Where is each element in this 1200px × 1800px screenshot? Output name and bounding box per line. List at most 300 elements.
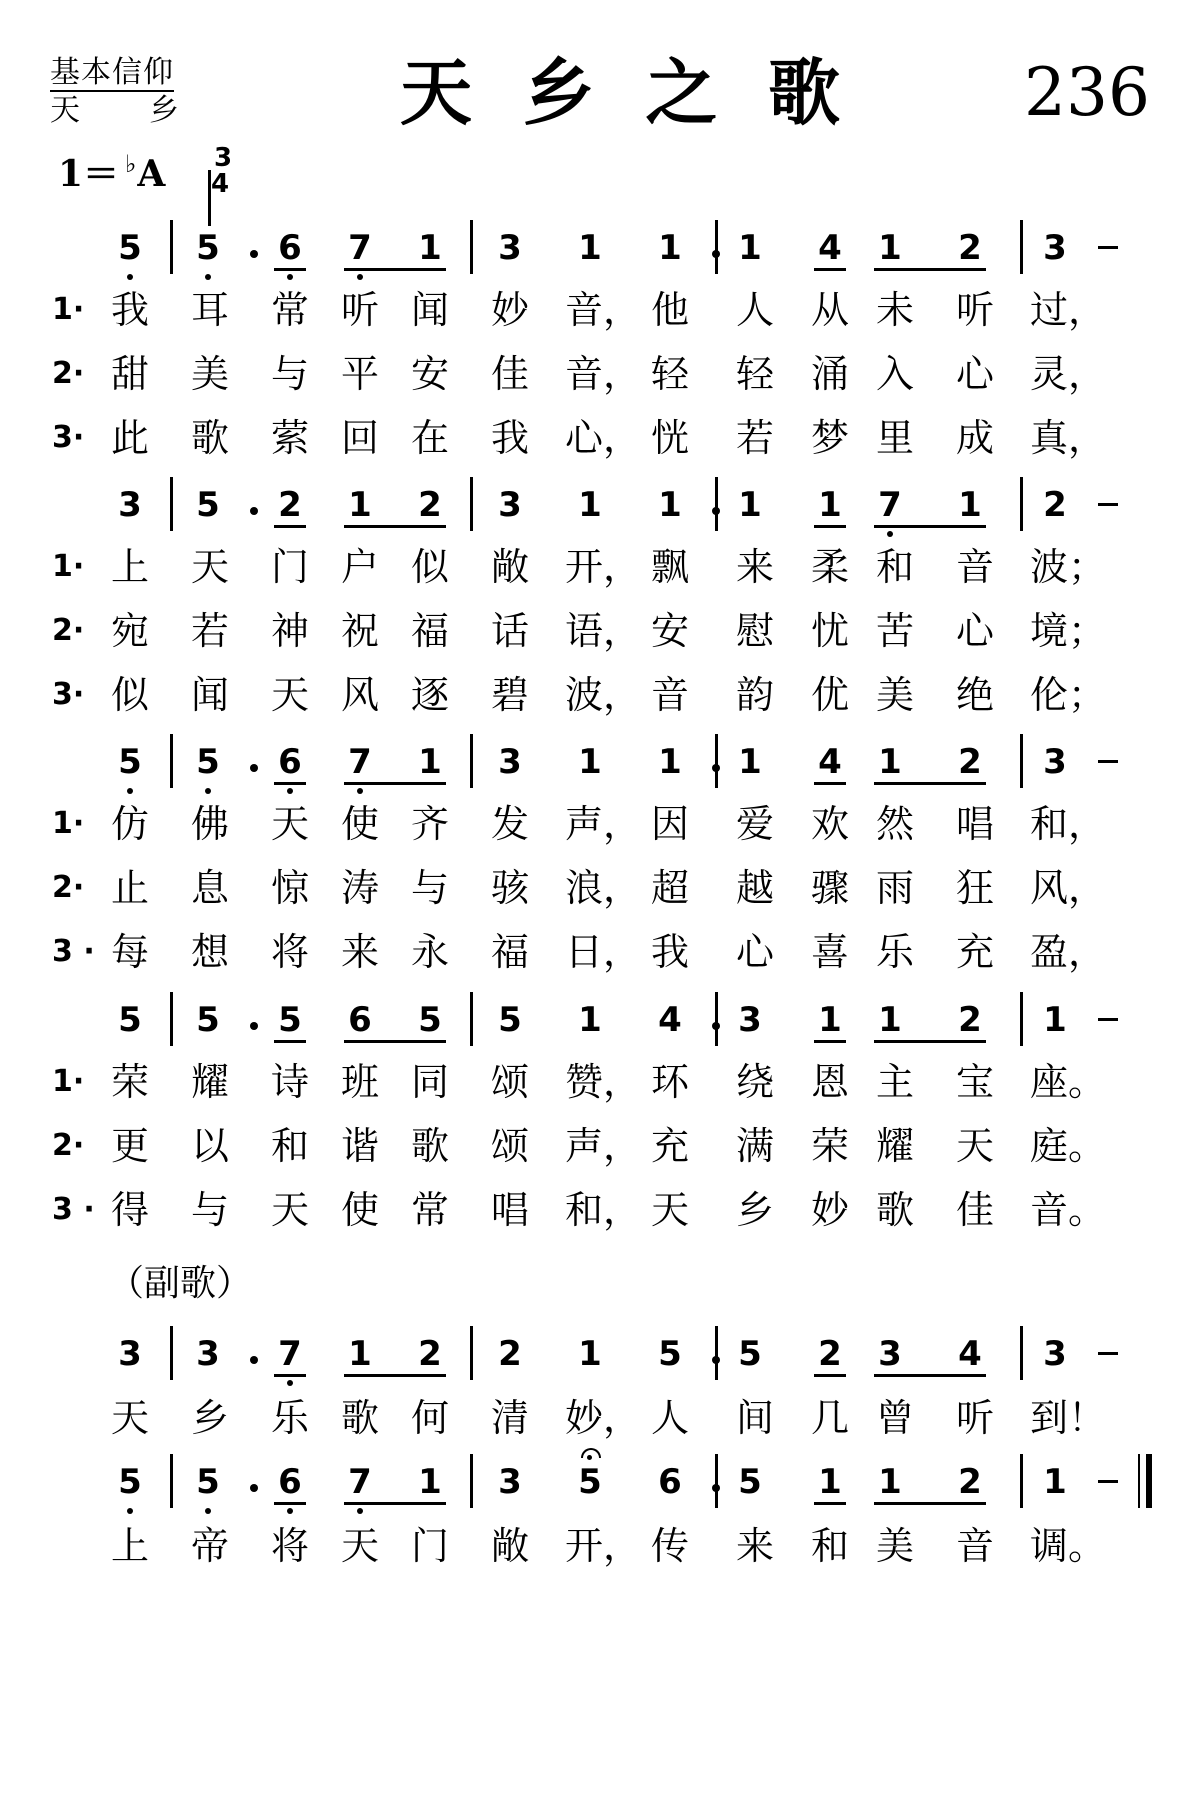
note-6: 3 (498, 228, 522, 268)
note-12: 1 (958, 485, 982, 525)
chorus-label: （副歌） (108, 1263, 253, 1304)
duration-underline (274, 1374, 306, 1377)
lyric-char: 慰 (735, 609, 774, 653)
lyric-char: 上 (110, 1524, 149, 1568)
lyric-char: 传 (650, 1524, 689, 1568)
subcategory-char-2: 乡 (149, 93, 180, 128)
lyric-char: 满 (735, 1124, 774, 1168)
lyric-char: 止 (110, 866, 149, 910)
lyric-char: 欢 (810, 802, 849, 846)
augmentation-dot (250, 250, 258, 258)
time-signature-top: 3 (213, 143, 233, 173)
lyric-char: 与 (190, 1188, 229, 1232)
verse-number: 2· (52, 356, 85, 391)
note-5: 2 (418, 1334, 442, 1374)
note-12: 4 (958, 1334, 982, 1374)
lyric-char: 听 (955, 1396, 994, 1440)
lyric-char: 佳 (490, 352, 529, 396)
lyric-char: 来 (735, 545, 774, 589)
lyric-char: 乡 (735, 1188, 774, 1232)
bar-line (715, 477, 718, 531)
lyric-char: 心 (735, 930, 774, 974)
note-4: 7 (340, 228, 380, 268)
lyric-char: 音 (955, 545, 994, 589)
note-12: 2 (958, 1462, 982, 1502)
beam-underline (344, 1502, 446, 1505)
bar-line (1020, 220, 1023, 274)
duration-underline (274, 782, 306, 785)
note-3: 6 (270, 228, 310, 268)
note-4: 7 (340, 742, 380, 782)
bar-line (715, 992, 718, 1046)
augmentation-dot (250, 507, 258, 515)
note-2: 3 (196, 1334, 220, 1374)
lyric-char: 与 (270, 352, 309, 396)
lyric-char: 轻 (650, 352, 689, 396)
lyric-char: 歌 (410, 1124, 449, 1168)
lyric-char: 曾 (875, 1396, 914, 1440)
lyric-char: 何 (410, 1396, 449, 1440)
note-8: 5 (658, 1334, 682, 1374)
lyric-char: 将 (270, 930, 309, 974)
bar-line (470, 220, 473, 274)
lyric-char: 成 (955, 416, 994, 460)
note-1: 5 (110, 1462, 150, 1502)
lyric-char: 耳 (190, 288, 229, 332)
lyric-char: 天 (270, 673, 309, 717)
note-3: 6 (270, 742, 310, 782)
beam-underline (344, 525, 446, 528)
sustain-dash (1098, 246, 1118, 249)
lyric-char: 美 (190, 352, 229, 396)
note-8: 6 (658, 1462, 682, 1502)
lyric-char: 安 (410, 352, 449, 396)
note-13: 2 (1043, 485, 1067, 525)
lyric-char: 甜 (110, 352, 149, 396)
lyric-char: 境； (1030, 609, 1107, 653)
lyric-char: 户 (340, 545, 379, 589)
note-5: 1 (418, 742, 442, 782)
note-11: 7 (870, 485, 910, 525)
note-8: 1 (658, 742, 682, 782)
lyric-char: 安 (650, 609, 689, 653)
lyric-char: 到！ (1030, 1396, 1107, 1440)
note-7: 1 (578, 1000, 602, 1040)
note-7: 1 (578, 742, 602, 782)
lyric-char: 和， (565, 1188, 642, 1232)
lyric-char: 诗 (270, 1060, 309, 1104)
note-8: 4 (658, 1000, 682, 1040)
lyric-char: 未 (875, 288, 914, 332)
note-4: 1 (348, 485, 372, 525)
lyric-char: 里 (875, 416, 914, 460)
lyric-char: 骤 (810, 866, 849, 910)
lyric-char: 敞 (490, 545, 529, 589)
duration-underline (274, 1040, 306, 1043)
lyric-char: 狂 (955, 866, 994, 910)
lyric-char: 然 (875, 802, 914, 846)
lyric-char: 他 (650, 288, 689, 332)
lyric-char: 调。 (1030, 1524, 1107, 1568)
verse-number: 3 · (52, 1192, 95, 1227)
lyric-char: 荣 (110, 1060, 149, 1104)
note-10: 4 (818, 228, 842, 268)
note-4: 6 (348, 1000, 372, 1040)
note-5: 1 (418, 228, 442, 268)
lyric-char: 优 (810, 673, 849, 717)
lyric-char: 心 (955, 352, 994, 396)
note-9: 5 (738, 1462, 762, 1502)
lyric-char: 座。 (1030, 1060, 1107, 1104)
bar-line (715, 1326, 718, 1380)
beam-underline (874, 1374, 986, 1377)
lyric-char: 绕 (735, 1060, 774, 1104)
lyric-char: 门 (270, 545, 309, 589)
lyric-char: 常 (410, 1188, 449, 1232)
lyric-char: 飘 (650, 545, 689, 589)
lyric-char: 唱 (955, 802, 994, 846)
title-char: 天 (400, 50, 473, 135)
lyric-char: 宝 (955, 1060, 994, 1104)
beam-underline (874, 268, 986, 271)
duration-underline (274, 268, 306, 271)
duration-underline (814, 268, 846, 271)
lyric-char: 声， (565, 802, 642, 846)
note-3: 6 (270, 1462, 310, 1502)
lyric-char: 柔 (810, 545, 849, 589)
lyric-char: 闻 (190, 673, 229, 717)
augmentation-dot (250, 1356, 258, 1364)
lyric-char: 妙 (490, 288, 529, 332)
lyric-char: 以 (190, 1124, 229, 1168)
lyric-char: 与 (410, 866, 449, 910)
note-13: 3 (1043, 742, 1067, 782)
lyric-char: 我 (490, 416, 529, 460)
note-10: 2 (818, 1334, 842, 1374)
lyric-char: 歌 (190, 416, 229, 460)
duration-underline (814, 1502, 846, 1505)
duration-underline (274, 1502, 306, 1505)
note-9: 1 (738, 742, 762, 782)
verse-number: 3 · (52, 934, 95, 969)
lyric-char: 爱 (735, 802, 774, 846)
bar-line (715, 1454, 718, 1508)
lyric-char: 耀 (190, 1060, 229, 1104)
note-7: 1 (578, 485, 602, 525)
lyric-char: 天 (340, 1524, 379, 1568)
sustain-dash (1098, 1352, 1118, 1355)
lyric-char: 从 (810, 288, 849, 332)
lyric-char: 开， (565, 1524, 642, 1568)
lyric-char: 颂 (490, 1124, 529, 1168)
augmentation-dot (250, 764, 258, 772)
lyric-char: 风， (1030, 866, 1107, 910)
lyric-char: 乐 (875, 930, 914, 974)
note-1: 5 (118, 1000, 142, 1040)
lyric-char: 梦 (810, 416, 849, 460)
lyric-char: 每 (110, 930, 149, 974)
note-10: 1 (818, 485, 842, 525)
lyric-char: 美 (875, 1524, 914, 1568)
note-13: 3 (1043, 1334, 1067, 1374)
verse-number: 1· (52, 549, 85, 584)
lyric-char: 福 (490, 930, 529, 974)
note-12: 2 (958, 742, 982, 782)
note-12: 2 (958, 1000, 982, 1040)
duration-underline (274, 525, 306, 528)
beam-underline (344, 268, 446, 271)
duration-underline (814, 1040, 846, 1043)
lyric-char: 我 (650, 930, 689, 974)
lyric-char: 音 (650, 673, 689, 717)
bar-line (715, 220, 718, 274)
augmentation-dot (250, 1484, 258, 1492)
bar-line (170, 992, 173, 1046)
lyric-char: 天 (110, 1396, 149, 1440)
duration-underline (814, 782, 846, 785)
lyric-char: 得 (110, 1188, 149, 1232)
lyric-char: 神 (270, 609, 309, 653)
lyric-char: 苦 (875, 609, 914, 653)
note-13: 3 (1043, 228, 1067, 268)
bar-line (1020, 734, 1023, 788)
note-11: 1 (878, 742, 902, 782)
lyric-char: 耀 (875, 1124, 914, 1168)
lyric-char: 清 (490, 1396, 529, 1440)
note-1: 3 (118, 485, 142, 525)
lyric-char: 班 (340, 1060, 379, 1104)
note-10: 1 (818, 1000, 842, 1040)
lyric-char: 仿 (110, 802, 149, 846)
lyric-char: 浪， (565, 866, 642, 910)
note-9: 1 (738, 228, 762, 268)
lyric-char: 使 (340, 802, 379, 846)
lyric-char: 绝 (955, 673, 994, 717)
lyric-char: 齐 (410, 802, 449, 846)
lyric-char: 真， (1030, 416, 1107, 460)
lyric-char: 回 (340, 416, 379, 460)
sustain-dash (1098, 760, 1118, 763)
note-6: 3 (498, 485, 522, 525)
flat-symbol: ♭ (125, 149, 137, 178)
lyric-char: 因 (650, 802, 689, 846)
lyric-char: 更 (110, 1124, 149, 1168)
lyric-char: 发 (490, 802, 529, 846)
title-char: 乡 (522, 50, 595, 135)
lyric-char: 日， (565, 930, 642, 974)
lyric-char: 天 (270, 802, 309, 846)
lyric-char: 话 (490, 609, 529, 653)
note-13: 1 (1043, 1000, 1067, 1040)
bar-line (170, 1454, 173, 1508)
lyric-char: 几 (810, 1396, 849, 1440)
lyric-char: 永 (410, 930, 449, 974)
note-13: 1 (1043, 1462, 1067, 1502)
hymn-title (400, 48, 840, 138)
sustain-dash (1098, 1480, 1118, 1483)
lyric-char: 乡 (190, 1396, 229, 1440)
lyric-char: 敞 (490, 1524, 529, 1568)
note-5: 1 (418, 1462, 442, 1502)
lyric-char: 音。 (1030, 1188, 1107, 1232)
note-9: 1 (738, 485, 762, 525)
lyric-char: 风 (340, 673, 379, 717)
bar-line (470, 477, 473, 531)
lyric-char: 福 (410, 609, 449, 653)
lyric-char: 人 (735, 288, 774, 332)
note-10: 1 (818, 1462, 842, 1502)
lyric-char: 和 (270, 1124, 309, 1168)
note-3: 2 (278, 485, 302, 525)
bar-line (1020, 477, 1023, 531)
lyric-char: 将 (270, 1524, 309, 1568)
verse-number: 1· (52, 1064, 85, 1099)
lyric-char: 似 (110, 673, 149, 717)
lyric-char: 越 (735, 866, 774, 910)
verse-number: 2· (52, 870, 85, 905)
lyric-char: 若 (735, 416, 774, 460)
lyric-char: 闻 (410, 288, 449, 332)
lyric-char: 萦 (270, 416, 309, 460)
lyric-char: 颂 (490, 1060, 529, 1104)
lyric-char: 和 (810, 1524, 849, 1568)
lyric-char: 平 (340, 352, 379, 396)
note-10: 4 (818, 742, 842, 782)
title-char: 之 (645, 50, 718, 135)
note-2: 5 (196, 485, 220, 525)
lyric-char: 听 (340, 288, 379, 332)
lyric-char: 波， (565, 673, 642, 717)
note-3: 7 (270, 1334, 310, 1374)
time-signature-bottom: 4 (208, 170, 211, 226)
note-6: 3 (498, 1462, 522, 1502)
note-6: 5 (498, 1000, 522, 1040)
note-8: 1 (658, 485, 682, 525)
note-11: 3 (878, 1334, 902, 1374)
note-8: 1 (658, 228, 682, 268)
lyric-char: 声， (565, 1124, 642, 1168)
note-4: 7 (340, 1462, 380, 1502)
lyric-char: 来 (340, 930, 379, 974)
category-label: 基本信仰 (50, 55, 174, 90)
beam-underline (344, 1374, 446, 1377)
lyric-char: 充 (955, 930, 994, 974)
lyric-char: 听 (955, 288, 994, 332)
lyric-char: 入 (875, 352, 914, 396)
lyric-char: 美 (875, 673, 914, 717)
beam-underline (874, 782, 986, 785)
bar-line (470, 1454, 473, 1508)
note-1: 3 (118, 1334, 142, 1374)
lyric-char: 宛 (110, 609, 149, 653)
lyric-char: 语， (565, 609, 642, 653)
note-11: 1 (878, 1462, 902, 1502)
note-7: 1 (578, 1334, 602, 1374)
note-7: 5 (570, 1462, 610, 1502)
lyric-char: 使 (340, 1188, 379, 1232)
beam-underline (874, 525, 986, 528)
lyric-char: 来 (735, 1524, 774, 1568)
lyric-char: 歌 (340, 1396, 379, 1440)
note-9: 5 (738, 1334, 762, 1374)
bar-line (1020, 1454, 1023, 1508)
lyric-char: 涌 (810, 352, 849, 396)
lyric-char: 佛 (190, 802, 229, 846)
key-signature (58, 149, 166, 200)
note-3: 5 (278, 1000, 302, 1040)
lyric-char: 波； (1030, 545, 1107, 589)
bar-line (1020, 992, 1023, 1046)
verse-number: 1· (52, 806, 85, 841)
lyric-char: 间 (735, 1396, 774, 1440)
note-5: 2 (418, 485, 442, 525)
lyric-char: 涛 (340, 866, 379, 910)
lyric-char: 雨 (875, 866, 914, 910)
lyric-char: 同 (410, 1060, 449, 1104)
lyric-char: 赞， (565, 1060, 642, 1104)
verse-number: 2· (52, 1128, 85, 1163)
lyric-char: 唱 (490, 1188, 529, 1232)
verse-number: 1· (52, 292, 85, 327)
lyric-char: 音， (565, 288, 642, 332)
key-letter: A (137, 153, 166, 195)
lyric-char: 惊 (270, 866, 309, 910)
lyric-char: 超 (650, 866, 689, 910)
lyric-char: 逐 (410, 673, 449, 717)
lyric-char: 轻 (735, 352, 774, 396)
lyric-char: 荣 (810, 1124, 849, 1168)
duration-underline (814, 525, 846, 528)
duration-underline (814, 1374, 846, 1377)
note-5: 5 (418, 1000, 442, 1040)
bar-line (1020, 1326, 1023, 1380)
lyric-char: 上 (110, 545, 149, 589)
bar-line (470, 1326, 473, 1380)
beam-underline (344, 1040, 446, 1043)
verse-number: 3· (52, 420, 85, 455)
lyric-char: 喜 (810, 930, 849, 974)
final-bar-thick (1146, 1454, 1152, 1508)
lyric-char: 和 (875, 545, 914, 589)
lyric-char: 庭。 (1030, 1124, 1107, 1168)
lyric-char: 恩 (810, 1060, 849, 1104)
beam-underline (874, 1502, 986, 1505)
time-signature (208, 143, 238, 199)
lyric-char: 开， (565, 545, 642, 589)
note-2: 5 (188, 228, 228, 268)
hymn-number: 236 (1024, 54, 1150, 131)
lyric-char: 恍 (650, 416, 689, 460)
lyric-char: 过， (1030, 288, 1107, 332)
final-bar-thin (1138, 1454, 1140, 1508)
lyric-char: 伦； (1030, 673, 1107, 717)
lyric-char: 帝 (190, 1524, 229, 1568)
lyric-char: 音 (955, 1524, 994, 1568)
lyric-char: 门 (410, 1524, 449, 1568)
note-1: 5 (110, 228, 150, 268)
lyric-char: 想 (190, 930, 229, 974)
augmentation-dot (250, 1022, 258, 1030)
note-11: 1 (878, 228, 902, 268)
lyric-char: 乐 (270, 1396, 309, 1440)
lyric-char: 天 (190, 545, 229, 589)
lyric-char: 若 (190, 609, 229, 653)
subcategory-char-1: 天 (50, 93, 81, 128)
key-prefix: 1＝ (58, 153, 120, 195)
lyric-char: 环 (650, 1060, 689, 1104)
bar-line (170, 220, 173, 274)
title-char: 歌 (767, 50, 840, 135)
